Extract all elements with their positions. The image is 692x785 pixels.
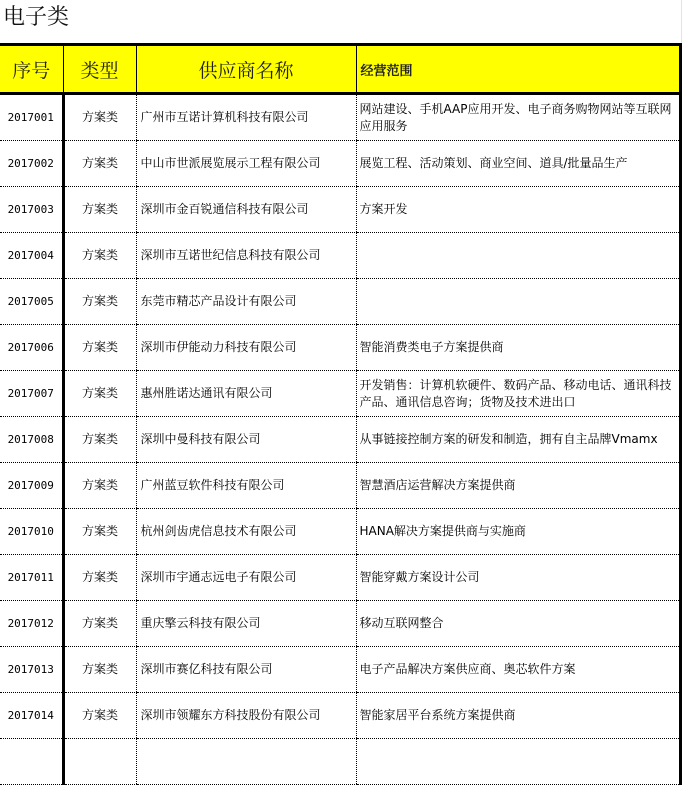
cell-id[interactable]: [0, 739, 63, 785]
header-id[interactable]: 序号: [0, 45, 63, 94]
header-type[interactable]: 类型: [63, 45, 136, 94]
cell-type[interactable]: 方案类: [63, 141, 136, 187]
cell-type[interactable]: 方案类: [63, 187, 136, 233]
cell-business-scope[interactable]: [356, 233, 680, 279]
cell-supplier-name[interactable]: 惠州胜诺达通讯有限公司: [136, 371, 356, 417]
cell-business-scope[interactable]: 开发销售：计算机软硬件、数码产品、移动电话、通讯科技产品、通讯信息咨询；货物及技术进出口: [356, 371, 680, 417]
header-row: [0, 45, 680, 94]
cell-business-scope[interactable]: 智慧酒店运营解决方案提供商: [356, 463, 680, 509]
cell-id[interactable]: 2017014: [0, 693, 63, 739]
cell-id[interactable]: 2017006: [0, 325, 63, 371]
cell-type[interactable]: 方案类: [63, 601, 136, 647]
cell-business-scope[interactable]: 智能消费类电子方案提供商: [356, 325, 680, 371]
cell-business-scope[interactable]: 展览工程、活动策划、商业空间、道具/批量品生产: [356, 141, 680, 187]
cell-type[interactable]: 方案类: [63, 233, 136, 279]
table-row: [0, 94, 680, 141]
cell-business-scope[interactable]: 智能穿戴方案设计公司: [356, 555, 680, 601]
cell-type[interactable]: 方案类: [63, 371, 136, 417]
cell-supplier-name[interactable]: [136, 739, 356, 785]
cell-supplier-name[interactable]: 中山市世派展览展示工程有限公司: [136, 141, 356, 187]
cell-supplier-name[interactable]: 深圳市互诺世纪信息科技有限公司: [136, 233, 356, 279]
cell-id[interactable]: 2017005: [0, 279, 63, 325]
cell-supplier-name[interactable]: 深圳市赛亿科技有限公司: [136, 647, 356, 693]
cell-type[interactable]: 方案类: [63, 325, 136, 371]
table-row: [0, 739, 680, 785]
cell-type[interactable]: 方案类: [63, 647, 136, 693]
cell-supplier-name[interactable]: 重庆擎云科技有限公司: [136, 601, 356, 647]
cell-id[interactable]: 2017004: [0, 233, 63, 279]
table-row: [0, 187, 680, 233]
cell-supplier-name[interactable]: 广州蓝豆软件科技有限公司: [136, 463, 356, 509]
cell-type[interactable]: 方案类: [63, 509, 136, 555]
cell-business-scope[interactable]: 电子产品解决方案供应商、奥芯软件方案: [356, 647, 680, 693]
cell-id[interactable]: 2017012: [0, 601, 63, 647]
cell-id[interactable]: 2017001: [0, 94, 63, 141]
header-scope[interactable]: 经营范围: [356, 45, 680, 94]
table-row: [0, 463, 680, 509]
cell-type[interactable]: 方案类: [63, 555, 136, 601]
cell-type[interactable]: 方案类: [63, 417, 136, 463]
table-row: [0, 601, 680, 647]
cell-business-scope[interactable]: 智能家居平台系统方案提供商: [356, 693, 680, 739]
cell-type[interactable]: 方案类: [63, 279, 136, 325]
cell-supplier-name[interactable]: 东莞市精芯产品设计有限公司: [136, 279, 356, 325]
cell-id[interactable]: 2017008: [0, 417, 63, 463]
cell-type[interactable]: 方案类: [63, 463, 136, 509]
supplier-table: [0, 43, 682, 785]
table-row: [0, 647, 680, 693]
cell-supplier-name[interactable]: 深圳中曼科技有限公司: [136, 417, 356, 463]
cell-business-scope[interactable]: [356, 279, 680, 325]
cell-business-scope[interactable]: 网站建设、手机AAP应用开发、电子商务购物网站等互联网应用服务: [356, 94, 680, 141]
cell-supplier-name[interactable]: 深圳市宇通志远电子有限公司: [136, 555, 356, 601]
cell-type[interactable]: 方案类: [63, 693, 136, 739]
cell-supplier-name[interactable]: 深圳市领耀东方科技股份有限公司: [136, 693, 356, 739]
cell-supplier-name[interactable]: 深圳市金百锐通信科技有限公司: [136, 187, 356, 233]
cell-business-scope[interactable]: 从事链接控制方案的研发和制造，拥有自主品牌Vmamx: [356, 417, 680, 463]
cell-type[interactable]: 方案类: [63, 94, 136, 141]
cell-id[interactable]: 2017003: [0, 187, 63, 233]
table-row: [0, 141, 680, 187]
table-row: [0, 325, 680, 371]
cell-business-scope[interactable]: [356, 739, 680, 785]
table-row: [0, 693, 680, 739]
cell-supplier-name[interactable]: 深圳市伊能动力科技有限公司: [136, 325, 356, 371]
cell-id[interactable]: 2017013: [0, 647, 63, 693]
table-row: [0, 233, 680, 279]
cell-business-scope[interactable]: HANA解决方案提供商与实施商: [356, 509, 680, 555]
table-row: [0, 555, 680, 601]
sheet-title: 电子类: [3, 5, 70, 30]
cell-id[interactable]: 2017010: [0, 509, 63, 555]
cell-type[interactable]: [63, 739, 136, 785]
header-name[interactable]: 供应商名称: [136, 45, 356, 94]
table-row: [0, 417, 680, 463]
cell-business-scope[interactable]: 移动互联网整合: [356, 601, 680, 647]
cell-supplier-name[interactable]: 杭州剑齿虎信息技术有限公司: [136, 509, 356, 555]
table-row: [0, 509, 680, 555]
table-row: [0, 371, 680, 417]
cell-id[interactable]: 2017002: [0, 141, 63, 187]
cell-id[interactable]: 2017007: [0, 371, 63, 417]
cell-id[interactable]: 2017011: [0, 555, 63, 601]
cell-id[interactable]: 2017009: [0, 463, 63, 509]
cell-supplier-name[interactable]: 广州市互诺计算机科技有限公司: [136, 94, 356, 141]
table-row: [0, 279, 680, 325]
cell-business-scope[interactable]: 方案开发: [356, 187, 680, 233]
